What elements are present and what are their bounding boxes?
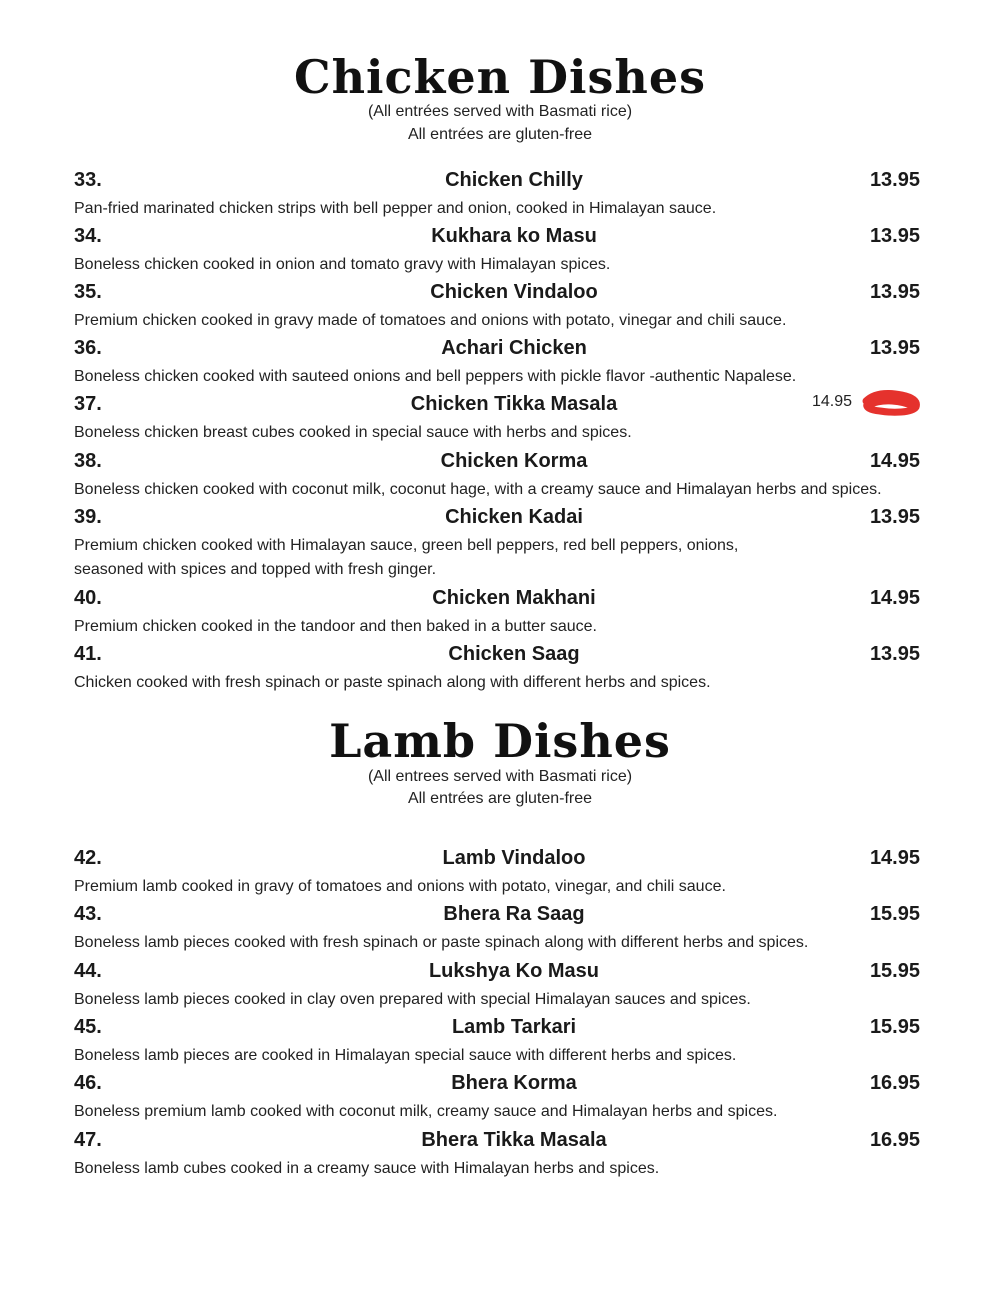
item-description: Premium lamb cooked in gravy of tomatoes and onions with potato, vinegar, and chili sauce. bbox=[74, 878, 726, 895]
menu-item-45 bbox=[74, 1016, 920, 1068]
item-price: 13.95 bbox=[869, 643, 920, 665]
menu-item-42 bbox=[74, 847, 920, 899]
item-description: Boneless chicken cooked with sauteed onions and bell peppers with pickle flavor -authentic Napalese. bbox=[74, 368, 797, 385]
menu-item-43 bbox=[74, 903, 920, 955]
item-number: 35. bbox=[74, 281, 102, 303]
item-name: Bhera Ra Saag bbox=[443, 903, 585, 925]
item-name: Chicken Korma bbox=[440, 450, 588, 472]
item-name: Chicken Chilly bbox=[445, 169, 583, 191]
item-price: 14.95 bbox=[869, 450, 920, 472]
menu-item-46 bbox=[74, 1072, 920, 1124]
item-price: 16.95 bbox=[869, 1129, 920, 1151]
item-description: Premium chicken cooked in gravy made of tomatoes and onions with potato, vinegar and chili sauce. bbox=[74, 312, 787, 329]
item-number: 42. bbox=[74, 847, 102, 869]
chicken-section-title: Chicken Dishes bbox=[293, 50, 706, 104]
item-number: 40. bbox=[74, 587, 102, 609]
item-name: Chicken Makhani bbox=[432, 587, 596, 609]
item-number: 34. bbox=[74, 225, 102, 247]
item-name: Lamb Vindaloo bbox=[442, 847, 586, 869]
item-number: 41. bbox=[74, 643, 102, 665]
item-description: Pan-fried marinated chicken strips with bell pepper and onion, cooked in Himalayan sauce. bbox=[74, 200, 717, 217]
item-description: Boneless chicken cooked in onion and tomato gravy with Himalayan spices. bbox=[74, 256, 611, 273]
item-price: 13.95 bbox=[869, 169, 920, 191]
item-name: Achari Chicken bbox=[441, 337, 587, 359]
item-price: 13.95 bbox=[869, 337, 920, 359]
item-description: Boneless chicken breast cubes cooked in special sauce with herbs and spices. bbox=[74, 424, 632, 441]
menu-item-41 bbox=[74, 643, 920, 695]
item-description: Boneless lamb cubes cooked in a creamy sauce with Himalayan herbs and spices. bbox=[74, 1160, 660, 1177]
item-number: 43. bbox=[74, 903, 102, 925]
item-number: 47. bbox=[74, 1129, 102, 1151]
item-description: Boneless chicken cooked with coconut milk, coconut hage, with a creamy sauce and Himalayan herbs and spices. bbox=[74, 481, 882, 498]
item-price: 13.95 bbox=[869, 281, 920, 303]
red-scribble-strikeout bbox=[862, 389, 922, 417]
menu-item-33 bbox=[74, 169, 920, 221]
item-description: Premium chicken cooked in the tandoor and then baked in a butter sauce. bbox=[74, 618, 597, 635]
item-name: Lamb Tarkari bbox=[451, 1016, 577, 1038]
item-number: 38. bbox=[74, 450, 102, 472]
item-number: 46. bbox=[74, 1072, 102, 1094]
item-name: Chicken Tikka Masala bbox=[410, 393, 618, 415]
menu-item-38 bbox=[74, 450, 920, 502]
item-name: Kukhara ko Masu bbox=[431, 225, 597, 247]
handwritten-price: 14.95 bbox=[812, 393, 853, 410]
item-price: 16.95 bbox=[869, 1072, 920, 1094]
item-number: 36. bbox=[74, 337, 102, 359]
lamb-subtitle-gluten: All entrées are gluten-free bbox=[407, 790, 593, 807]
item-number: 44. bbox=[74, 960, 102, 982]
item-price: 13.95 bbox=[869, 225, 920, 247]
item-price: 14.95 bbox=[869, 587, 920, 609]
item-number: 45. bbox=[74, 1016, 102, 1038]
lamb-section-title: Lamb Dishes bbox=[329, 714, 671, 768]
item-name: Bhera Tikka Masala bbox=[421, 1129, 607, 1151]
item-description: Chicken cooked with fresh spinach or paste spinach along with different herbs and spices. bbox=[74, 674, 711, 691]
menu-item-36 bbox=[74, 337, 920, 389]
menu-item-40 bbox=[74, 587, 920, 639]
item-name: Chicken Kadai bbox=[445, 506, 583, 528]
item-description-continued: seasoned with spices and topped with fresh ginger. bbox=[74, 561, 437, 578]
item-price: 15.95 bbox=[869, 1016, 920, 1038]
lamb-subtitle-rice: (All entrees served with Basmati rice) bbox=[367, 768, 633, 785]
item-price: 14.95 bbox=[869, 847, 920, 869]
item-name: Chicken Vindaloo bbox=[430, 281, 598, 303]
menu-item-39 bbox=[74, 506, 920, 582]
item-number: 37. bbox=[74, 393, 102, 415]
item-name: Chicken Saag bbox=[448, 643, 580, 665]
menu-item-34 bbox=[74, 225, 920, 277]
menu-item-44 bbox=[74, 960, 920, 1012]
chicken-subtitle-rice: (All entrées served with Basmati rice) bbox=[367, 103, 633, 120]
menu-item-35 bbox=[74, 281, 920, 333]
item-price: 15.95 bbox=[869, 960, 920, 982]
item-description: Boneless lamb pieces cooked with fresh spinach or paste spinach along with different herbs and spices. bbox=[74, 934, 809, 951]
item-price: 13.95 bbox=[869, 506, 920, 528]
item-name: Lukshya Ko Masu bbox=[428, 960, 600, 982]
menu-item-37 bbox=[74, 393, 920, 445]
chicken-subtitle-gluten: All entrées are gluten-free bbox=[407, 126, 593, 143]
item-name: Bhera Korma bbox=[451, 1072, 577, 1094]
menu-item-47 bbox=[74, 1129, 920, 1181]
item-description: Boneless premium lamb cooked with coconut milk, creamy sauce and Himalayan herbs and spices. bbox=[74, 1103, 778, 1120]
item-number: 33. bbox=[74, 169, 102, 191]
item-number: 39. bbox=[74, 506, 102, 528]
item-price: 15.95 bbox=[869, 903, 920, 925]
item-description: Premium chicken cooked with Himalayan sauce, green bell peppers, red bell peppers, onions, bbox=[74, 537, 739, 554]
item-description: Boneless lamb pieces cooked in clay oven prepared with special Himalayan sauces and spices. bbox=[74, 991, 751, 1008]
item-description: Boneless lamb pieces are cooked in Himalayan special sauce with different herbs and spices. bbox=[74, 1047, 737, 1064]
